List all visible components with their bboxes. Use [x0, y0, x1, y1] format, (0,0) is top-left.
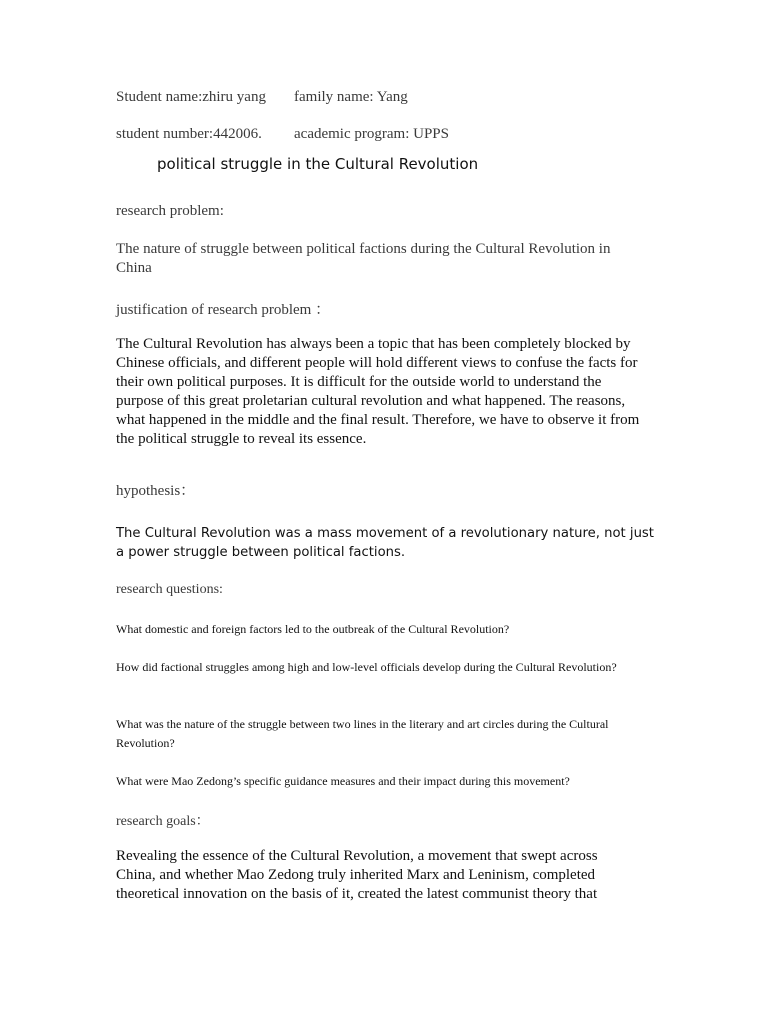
research-goals-text: Revealing the essence of the Cultural Revolution, a movement that swept across China, and whether Mao Zedong truly inherited Marx and Leninism, completed theoretical innovation on the basis of it, created the latest communist theory that [116, 848, 598, 902]
academic-program: academic program: UPPS [294, 126, 449, 142]
research-question-1: What domestic and foreign factors led to the outbreak of the Cultural Revolution? [116, 622, 510, 636]
document-title: political struggle in the Cultural Revolution [157, 155, 479, 173]
research-question-3: What was the nature of the struggle between two lines in the literary and art circles during the Cultural Revolution? [116, 717, 609, 750]
research-questions-heading: research questions: [116, 582, 223, 597]
justification-text: The Cultural Revolution has always been a topic that has been completely blocked by Chinese officials, and different people will hold different views to confuse the facts for their own political purposes. It is difficult for the outside world to understand the purpose of this great proletarian cultural revolution and what happened. The reasons, what happened in the middle and the final result. Therefore, we have to observe it from the political struggle to reveal its essence. [116, 336, 640, 447]
research-question-2: How did factional struggles among high and low-level officials develop during the Cultural Revolution? [116, 660, 617, 674]
research-question-4: What were Mao Zedong’s specific guidance measures and their impact during this movement? [116, 774, 570, 788]
student-number: student number:442006. [116, 126, 262, 142]
research-problem-heading: research problem: [116, 203, 224, 219]
student-name: Student name:zhiru yang [116, 89, 266, 105]
research-goals-heading: research goals： [116, 814, 210, 829]
family-name: family name: Yang [294, 89, 408, 105]
justification-heading: justification of research problem ： [116, 302, 331, 318]
hypothesis-heading: hypothesis： [116, 483, 196, 499]
hypothesis-text: The Cultural Revolution was a mass movement of a revolutionary nature, not just a power struggle between political factions. [116, 526, 654, 560]
research-problem-text: The nature of struggle between political factions during the Cultural Revolution in China [116, 241, 611, 276]
